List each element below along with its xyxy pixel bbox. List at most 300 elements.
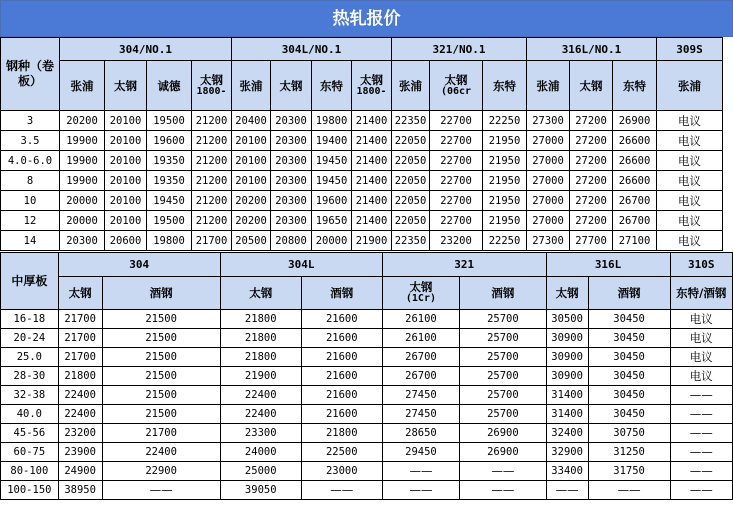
price-cell: 21500 [102, 386, 220, 405]
mill-name: 张浦 [70, 78, 94, 93]
price-cell: 21500 [102, 329, 220, 348]
price-cell: —— [102, 481, 220, 500]
price-cell: 22050 [392, 191, 430, 211]
spec-cell: 3 [1, 111, 60, 131]
price-cell: 22250 [483, 111, 527, 131]
price-cell: 23200 [58, 424, 102, 443]
spec-cell: 3.5 [1, 131, 60, 151]
mill-header [460, 277, 546, 310]
mill-header [220, 277, 301, 310]
price-cell: 20100 [105, 131, 147, 151]
price-cell: 20300 [271, 171, 312, 191]
price-cell: 21400 [352, 131, 392, 151]
price-cell: 21600 [301, 310, 382, 329]
mill-name: 酒钢 [491, 286, 515, 300]
price-cell: 26900 [613, 111, 657, 131]
mill-name: 太钢 [579, 78, 603, 93]
mill-name: 酒钢 [330, 286, 354, 300]
mill-header [392, 61, 430, 111]
price-cell: 21600 [301, 367, 382, 386]
mill-header [382, 277, 459, 310]
grade-group-header: 310S [670, 253, 732, 277]
price-cell: 26100 [382, 329, 459, 348]
price-cell: 21400 [352, 151, 392, 171]
table-row [1, 443, 733, 462]
price-cell: 23900 [58, 443, 102, 462]
price-cell: 31250 [588, 443, 670, 462]
price-cell: 23000 [301, 462, 382, 481]
price-cell: 电议 [670, 310, 732, 329]
price-cell: 22400 [220, 386, 301, 405]
price-cell: 21900 [352, 231, 392, 251]
price-cell: 20200 [232, 211, 271, 231]
price-cell: 25700 [460, 405, 546, 424]
price-cell: 22250 [483, 231, 527, 251]
price-cell: 22350 [392, 231, 430, 251]
price-cell: 30450 [588, 329, 670, 348]
mill-note: 1800- [196, 85, 227, 97]
mill-name: 东特/酒钢 [676, 286, 727, 300]
spec-cell: 8 [1, 171, 60, 191]
price-cell: 27000 [527, 171, 570, 191]
price-cell: 20300 [271, 191, 312, 211]
price-cell: 21200 [192, 131, 232, 151]
price-cell: 27700 [570, 231, 613, 251]
price-cell: 21200 [192, 211, 232, 231]
sheet-title: 热轧报价 [0, 0, 733, 37]
mill-name: 诚德 [157, 78, 181, 93]
grade-group-header: 316L [546, 253, 670, 277]
table-row [1, 131, 723, 151]
price-cell: 19900 [60, 171, 105, 191]
mill-name: 太钢 [555, 286, 579, 300]
price-cell: 21600 [301, 386, 382, 405]
price-cell: 电议 [657, 171, 723, 191]
grade-group-header: 316L/NO.1 [527, 38, 657, 61]
mill-name: 张浦 [399, 78, 422, 93]
price-cell: 27000 [527, 211, 570, 231]
mill-header-row [1, 277, 733, 310]
table-row [1, 111, 723, 131]
price-cell: 19600 [147, 131, 192, 151]
mill-header [588, 277, 670, 310]
price-cell: 27000 [527, 151, 570, 171]
spec-cell: 10 [1, 191, 60, 211]
price-cell: 21900 [220, 367, 301, 386]
price-cell: 20400 [232, 111, 271, 131]
price-cell: 22400 [58, 405, 102, 424]
price-cell: 21950 [483, 151, 527, 171]
mill-name: 太钢 [360, 72, 383, 87]
price-cell: 22400 [102, 443, 220, 462]
price-cell: 31750 [588, 462, 670, 481]
mill-header [58, 277, 102, 310]
price-cell: 21800 [220, 329, 301, 348]
price-cell: 22700 [430, 211, 483, 231]
price-cell: 20000 [60, 211, 105, 231]
price-cell: 电议 [657, 191, 723, 211]
price-cell: 20300 [60, 231, 105, 251]
price-cell: 21600 [301, 405, 382, 424]
price-cell: 22700 [430, 171, 483, 191]
price-cell: 21700 [58, 310, 102, 329]
spec-cell: 14 [1, 231, 60, 251]
table-row [1, 424, 733, 443]
price-cell: 25700 [460, 348, 546, 367]
mill-header [657, 61, 723, 111]
price-cell: 电议 [670, 329, 732, 348]
price-cell: 20000 [60, 191, 105, 211]
group-header-row [1, 38, 723, 61]
coil-spec-header: 钢种（卷板） [1, 38, 60, 111]
price-cell: 21500 [102, 348, 220, 367]
price-cell: 21600 [301, 348, 382, 367]
price-cell: 20300 [271, 111, 312, 131]
mill-name: 张浦 [239, 78, 263, 93]
price-cell: 20300 [271, 151, 312, 171]
mill-name: 酒钢 [617, 286, 641, 300]
price-cell: 19650 [312, 211, 352, 231]
price-cell: 19500 [147, 111, 192, 131]
price-cell: 22900 [102, 462, 220, 481]
price-cell: 33400 [546, 462, 588, 481]
table-row [1, 386, 733, 405]
price-cell: 27000 [527, 191, 570, 211]
spec-cell: 60-75 [1, 443, 59, 462]
price-cell: 30450 [588, 405, 670, 424]
table-row [1, 481, 733, 500]
mill-name: 太钢 [249, 286, 273, 300]
price-cell: 26700 [613, 211, 657, 231]
price-cell: 20300 [271, 131, 312, 151]
price-cell: 23300 [220, 424, 301, 443]
price-cell: —— [670, 386, 732, 405]
price-cell: 27300 [527, 231, 570, 251]
spec-cell: 20-24 [1, 329, 59, 348]
price-cell: 电议 [657, 131, 723, 151]
price-cell: 20100 [232, 131, 271, 151]
price-cell: 19450 [312, 171, 352, 191]
mill-header [60, 61, 105, 111]
price-cell: 27200 [570, 151, 613, 171]
price-cell: 21700 [58, 348, 102, 367]
price-cell: 21950 [483, 131, 527, 151]
price-cell: —— [301, 481, 382, 500]
price-cell: —— [670, 481, 732, 500]
mill-header [546, 277, 588, 310]
price-cell: —— [382, 481, 459, 500]
price-cell: 27100 [613, 231, 657, 251]
table-row [1, 191, 723, 211]
grade-group-header: 304 [58, 253, 220, 277]
price-cell: 22700 [430, 151, 483, 171]
table-row [1, 329, 733, 348]
price-cell: 20300 [271, 211, 312, 231]
price-cell: —— [546, 481, 588, 500]
price-cell: —— [588, 481, 670, 500]
price-cell: —— [460, 481, 546, 500]
mill-header [301, 277, 382, 310]
price-cell: 30450 [588, 386, 670, 405]
mill-note: (06cr [440, 85, 472, 97]
price-cell: 22050 [392, 171, 430, 191]
table-row [1, 462, 733, 481]
price-cell: 25700 [460, 329, 546, 348]
price-cell: 20100 [105, 191, 147, 211]
price-cell: 25700 [460, 367, 546, 386]
price-cell: 26900 [460, 443, 546, 462]
price-cell: 27450 [382, 386, 459, 405]
price-cell: 20100 [105, 211, 147, 231]
table-row [1, 211, 723, 231]
table-row [1, 231, 723, 251]
mill-name: 张浦 [678, 78, 701, 93]
price-cell: 21800 [220, 310, 301, 329]
price-cell: 24900 [58, 462, 102, 481]
mill-header [430, 61, 483, 111]
price-cell: 20100 [232, 151, 271, 171]
price-cell: 19350 [147, 171, 192, 191]
spec-cell: 25.0 [1, 348, 59, 367]
price-cell: 20800 [271, 231, 312, 251]
price-cell: 22700 [430, 111, 483, 131]
price-cell: 32900 [546, 443, 588, 462]
mill-name: 东特 [320, 78, 343, 93]
price-cell: 26100 [382, 310, 459, 329]
price-cell: 19900 [60, 131, 105, 151]
price-cell: 22050 [392, 211, 430, 231]
price-cell: 32400 [546, 424, 588, 443]
price-cell: 21500 [102, 367, 220, 386]
price-cell: 20600 [105, 231, 147, 251]
price-cell: 19400 [312, 131, 352, 151]
mill-header [105, 61, 147, 111]
mill-name: 酒钢 [149, 286, 173, 300]
grade-group-header: 321 [382, 253, 546, 277]
grade-group-header: 304/NO.1 [60, 38, 232, 61]
price-cell: 23200 [430, 231, 483, 251]
price-cell: 27300 [527, 111, 570, 131]
price-cell: —— [670, 405, 732, 424]
price-cell: 31400 [546, 405, 588, 424]
price-cell: 21700 [102, 424, 220, 443]
price-cell: 20200 [232, 191, 271, 211]
mill-name: 太钢 [444, 72, 468, 87]
mill-header [613, 61, 657, 111]
price-cell: 21800 [220, 348, 301, 367]
table-row [1, 151, 723, 171]
price-cell: 电议 [670, 348, 732, 367]
price-cell: 22050 [392, 131, 430, 151]
price-cell: 21200 [192, 191, 232, 211]
price-cell: 27200 [570, 111, 613, 131]
price-cell: 26900 [460, 424, 546, 443]
price-cell: 20200 [60, 111, 105, 131]
price-cell: 21700 [58, 329, 102, 348]
price-cell: 22400 [58, 386, 102, 405]
price-cell: —— [460, 462, 546, 481]
spec-cell: 12 [1, 211, 60, 231]
mill-name: 太钢 [200, 72, 223, 87]
price-cell: 26600 [613, 131, 657, 151]
table-row [1, 405, 733, 424]
price-cell: 21800 [301, 424, 382, 443]
price-cell: 24000 [220, 443, 301, 462]
price-cell: 27200 [570, 211, 613, 231]
group-header-row [1, 253, 733, 277]
price-cell: 21800 [58, 367, 102, 386]
mill-header [271, 61, 312, 111]
price-cell: 20100 [105, 171, 147, 191]
price-cell: 21400 [352, 191, 392, 211]
price-cell: 27200 [570, 131, 613, 151]
mill-header [570, 61, 613, 111]
price-cell: 21200 [192, 171, 232, 191]
price-cell: 22500 [301, 443, 382, 462]
price-cell: 30450 [588, 367, 670, 386]
table-row [1, 171, 723, 191]
price-cell: 22050 [392, 151, 430, 171]
price-cell: 26700 [382, 367, 459, 386]
spec-cell: 80-100 [1, 462, 59, 481]
mill-note: (1Cr) [405, 293, 436, 304]
mill-name: 东特 [493, 78, 516, 93]
price-cell: 25700 [460, 386, 546, 405]
price-cell: 22700 [430, 131, 483, 151]
price-cell: 22700 [430, 191, 483, 211]
price-cell: 39050 [220, 481, 301, 500]
grade-group-header: 304L/NO.1 [232, 38, 392, 61]
price-cell: —— [670, 424, 732, 443]
price-cell: 21950 [483, 211, 527, 231]
price-cell: 19800 [312, 111, 352, 131]
price-cell: 30900 [546, 348, 588, 367]
mill-name: 张浦 [536, 78, 560, 93]
plate-table [0, 252, 733, 500]
mill-header [192, 61, 232, 111]
mill-name: 太钢 [279, 78, 303, 93]
price-cell: 21400 [352, 211, 392, 231]
grade-group-header: 321/NO.1 [392, 38, 527, 61]
price-cell: 21500 [102, 310, 220, 329]
mill-header [352, 61, 392, 111]
price-cell: 21200 [192, 151, 232, 171]
spec-cell: 45-56 [1, 424, 59, 443]
price-cell: 26700 [613, 191, 657, 211]
price-cell: 22400 [220, 405, 301, 424]
price-cell: 31400 [546, 386, 588, 405]
price-cell: 28650 [382, 424, 459, 443]
price-cell: 30750 [588, 424, 670, 443]
price-cell: 27450 [382, 405, 459, 424]
price-cell: 19800 [147, 231, 192, 251]
spec-cell: 32-38 [1, 386, 59, 405]
mill-header [147, 61, 192, 111]
price-cell: 27000 [527, 131, 570, 151]
spec-cell: 16-18 [1, 310, 59, 329]
price-cell: —— [670, 462, 732, 481]
grade-group-header: 309S [657, 38, 723, 61]
price-cell: 30500 [546, 310, 588, 329]
grade-group-header: 304L [220, 253, 382, 277]
price-cell: 电议 [670, 367, 732, 386]
price-cell: 21700 [192, 231, 232, 251]
price-cell: 21950 [483, 191, 527, 211]
price-cell: 30450 [588, 348, 670, 367]
price-cell: 20500 [232, 231, 271, 251]
mill-header-row [1, 61, 723, 111]
price-cell: 电议 [657, 211, 723, 231]
price-cell: 22350 [392, 111, 430, 131]
price-cell: 19450 [147, 191, 192, 211]
price-cell: 21600 [301, 329, 382, 348]
price-cell: 电议 [657, 111, 723, 131]
price-cell: 20100 [232, 171, 271, 191]
price-cell: —— [382, 462, 459, 481]
table-row [1, 348, 733, 367]
price-cell: 26700 [382, 348, 459, 367]
price-cell: 30900 [546, 329, 588, 348]
price-cell: 21200 [192, 111, 232, 131]
mill-header [527, 61, 570, 111]
price-cell: 30450 [588, 310, 670, 329]
mill-name: 东特 [623, 78, 646, 93]
mill-header [312, 61, 352, 111]
price-cell: 电议 [657, 231, 723, 251]
price-cell: 25000 [220, 462, 301, 481]
price-cell: 27200 [570, 171, 613, 191]
price-cell: 19450 [312, 151, 352, 171]
price-cell: 21500 [102, 405, 220, 424]
price-cell: 20100 [105, 151, 147, 171]
mill-name: 太钢 [114, 78, 137, 93]
price-cell: 20100 [105, 111, 147, 131]
spec-cell: 40.0 [1, 405, 59, 424]
mill-header [483, 61, 527, 111]
price-cell: 电议 [657, 151, 723, 171]
table-row [1, 310, 733, 329]
price-cell: 20000 [312, 231, 352, 251]
spec-cell: 100-150 [1, 481, 59, 500]
mill-header [670, 277, 732, 310]
price-cell: 21400 [352, 171, 392, 191]
price-cell: —— [670, 443, 732, 462]
plate-spec-header: 中厚板 [1, 253, 59, 310]
mill-name: 太钢 [68, 286, 92, 300]
spec-cell: 4.0-6.0 [1, 151, 60, 171]
mill-name: 太钢 [409, 280, 433, 294]
price-cell: 19900 [60, 151, 105, 171]
price-cell: 25700 [460, 310, 546, 329]
price-cell: 30900 [546, 367, 588, 386]
mill-note: 1800- [356, 85, 387, 97]
price-cell: 27200 [570, 191, 613, 211]
price-cell: 38950 [58, 481, 102, 500]
price-cell: 19600 [312, 191, 352, 211]
price-cell: 26600 [613, 171, 657, 191]
price-cell: 19350 [147, 151, 192, 171]
hot-rolled-table [0, 37, 723, 251]
table-row [1, 367, 733, 386]
price-cell: 21950 [483, 171, 527, 191]
mill-header [232, 61, 271, 111]
mill-header [102, 277, 220, 310]
price-cell: 29450 [382, 443, 459, 462]
spec-cell: 28-30 [1, 367, 59, 386]
price-cell: 21400 [352, 111, 392, 131]
price-cell: 26600 [613, 151, 657, 171]
price-cell: 19500 [147, 211, 192, 231]
